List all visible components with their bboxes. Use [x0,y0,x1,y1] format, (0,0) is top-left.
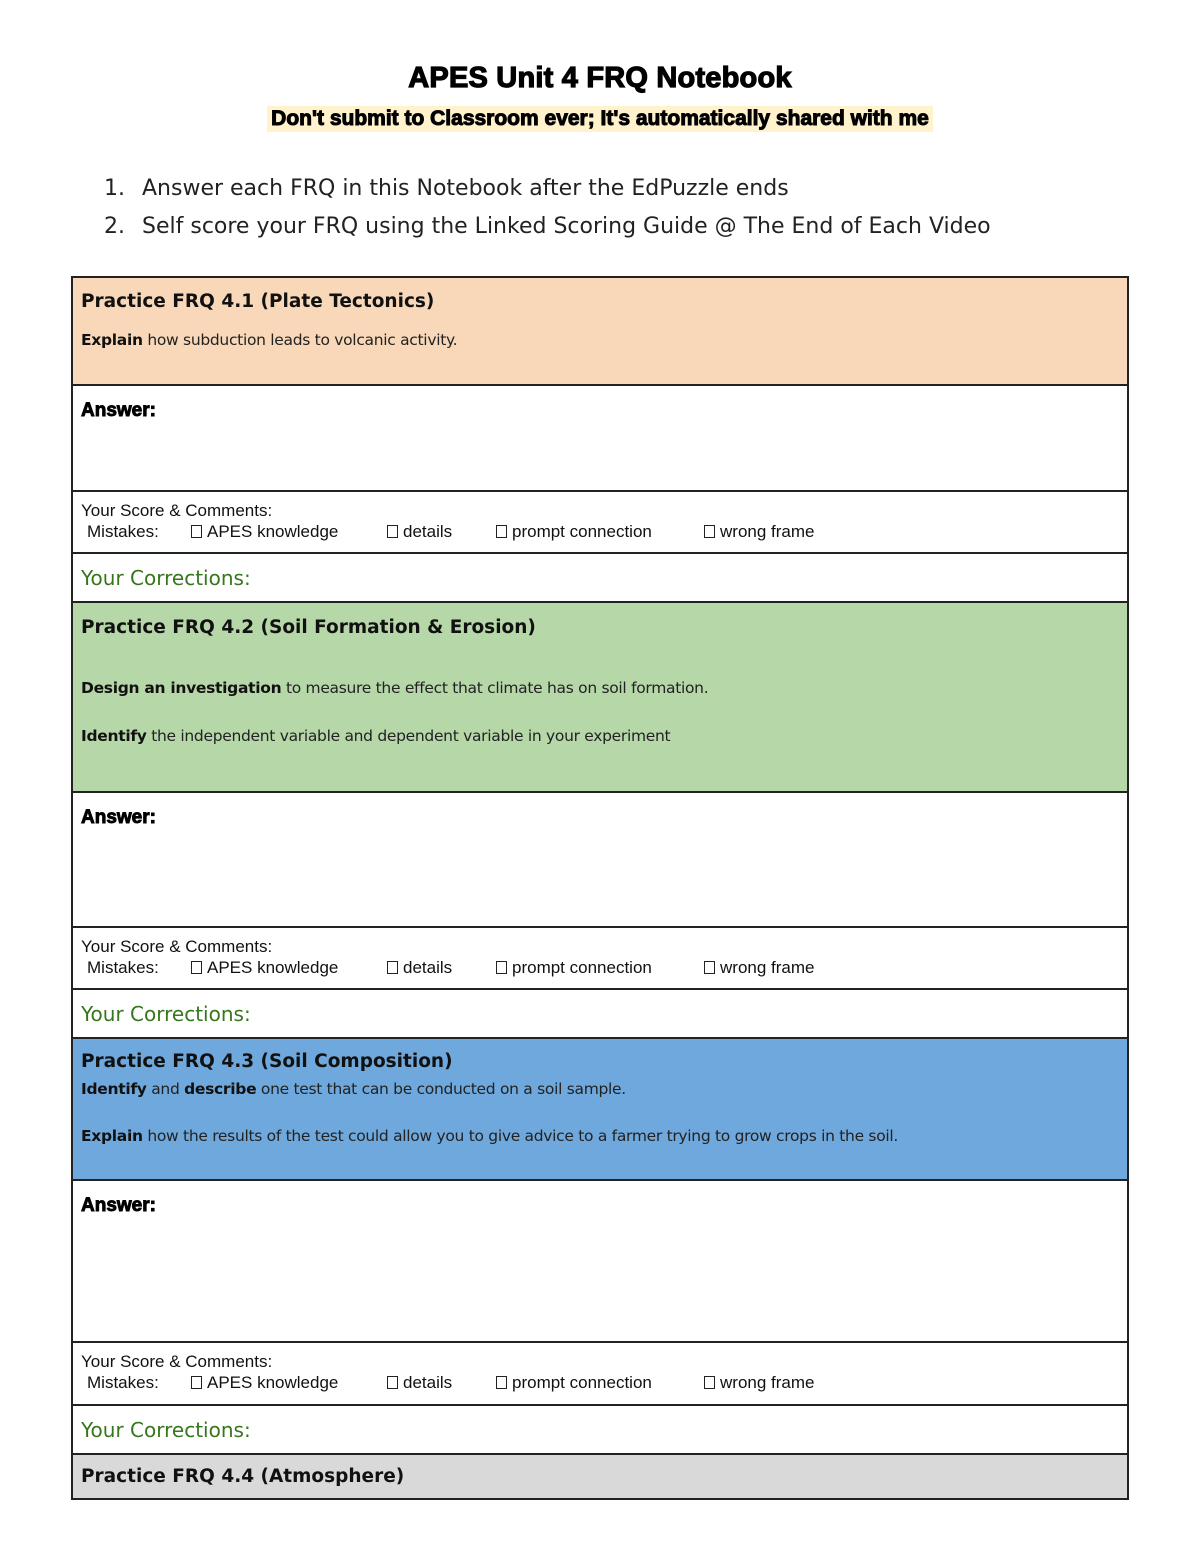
prompt-verb: describe [184,1080,257,1098]
frq-prompt-row [73,603,1127,793]
checkbox-icon[interactable] [387,1376,398,1389]
frq-table [71,276,1129,1500]
prompt-verb: Identify [81,1080,147,1098]
answer-label: Answer: [81,1195,156,1216]
frq-title: Practice FRQ 4.4 (Atmosphere) [81,1466,405,1487]
option-label: APES knowledge [207,522,339,541]
frq-prompt [81,1127,898,1145]
prompt-verb: Design an investigation [81,679,282,697]
option-label: APES knowledge [207,958,339,977]
frq-prompt [81,331,457,349]
score-label: Your Score & Comments: [81,501,273,520]
instruction-number: 1. [104,176,125,201]
option-label: details [403,958,453,977]
checkbox-icon[interactable] [496,1376,507,1389]
checkbox-icon[interactable] [387,525,398,538]
frq-prompt-row [73,1455,1127,1498]
mistake-option-prompt-connection[interactable] [496,1373,652,1393]
checkbox-icon[interactable] [496,961,507,974]
subtitle-wrapper [0,106,1200,132]
prompt-text: to measure the effect that climate has on soil formation. [281,679,709,697]
mistake-option-prompt-connection[interactable] [496,522,652,542]
option-label: prompt connection [512,522,652,541]
option-label: wrong frame [720,1373,815,1392]
answer-row[interactable] [73,793,1127,928]
checkbox-icon[interactable] [704,1376,715,1389]
corrections-row[interactable] [73,1406,1127,1455]
option-label: details [403,522,453,541]
option-label: APES knowledge [207,1373,339,1392]
mistake-option-apes-knowledge[interactable] [191,1373,338,1393]
mistake-option-prompt-connection[interactable] [496,958,652,978]
score-label: Your Score & Comments: [81,1352,273,1371]
prompt-text: one test that can be conducted on a soil sample. [256,1080,626,1098]
prompt-text: the independent variable and dependent variable in your experiment [146,727,671,745]
frq-prompt [81,727,670,745]
mistakes-label: Mistakes: [87,1373,159,1392]
option-label: prompt connection [512,958,652,977]
mistake-option-details[interactable] [387,522,452,542]
answer-label: Answer: [81,807,156,828]
page-title: APES Unit 4 FRQ Notebook [408,62,792,94]
score-row[interactable] [73,492,1127,554]
option-label: prompt connection [512,1373,652,1392]
instruction-text: Answer each FRQ in this Notebook after the EdPuzzle ends [142,176,789,201]
checkbox-icon[interactable] [191,961,202,974]
prompt-verb: Explain [81,331,143,349]
prompt-verb: Explain [81,1127,143,1145]
corrections-row[interactable] [73,990,1127,1039]
mistake-option-wrong-frame[interactable] [704,522,814,542]
answer-row[interactable] [73,386,1127,492]
checkbox-icon[interactable] [496,525,507,538]
frq-prompt [81,1080,626,1098]
mistake-option-wrong-frame[interactable] [704,958,814,978]
frq-title: Practice FRQ 4.2 (Soil Formation & Erosion) [81,617,536,638]
corrections-label: Your Corrections: [81,1418,251,1442]
instruction-item [104,172,991,210]
mistake-option-apes-knowledge[interactable] [191,522,338,542]
instruction-number: 2. [104,214,125,239]
option-label: wrong frame [720,522,815,541]
prompt-text: how the results of the test could allow you to give advice to a farmer trying to grow crops in the soil. [142,1127,899,1145]
frq-prompt-row [73,1039,1127,1181]
frq-prompt [81,679,708,697]
score-label: Your Score & Comments: [81,937,273,956]
mistake-option-details[interactable] [387,1373,452,1393]
score-row[interactable] [73,928,1127,990]
mistake-option-wrong-frame[interactable] [704,1373,814,1393]
checkbox-icon[interactable] [387,961,398,974]
option-label: details [403,1373,453,1392]
answer-row[interactable] [73,1181,1127,1343]
mistake-option-apes-knowledge[interactable] [191,958,338,978]
checkbox-icon[interactable] [704,961,715,974]
corrections-row[interactable] [73,554,1127,603]
corrections-label: Your Corrections: [81,566,251,590]
mistake-option-details[interactable] [387,958,452,978]
checkbox-icon[interactable] [704,525,715,538]
corrections-label: Your Corrections: [81,1002,251,1026]
instructions-list [104,172,991,248]
prompt-text: and [146,1080,185,1098]
instruction-text: Self score your FRQ using the Linked Scoring Guide @ The End of Each Video [142,214,991,239]
checkbox-icon[interactable] [191,525,202,538]
frq-prompt-row [73,278,1127,386]
score-row[interactable] [73,1343,1127,1406]
checkbox-icon[interactable] [191,1376,202,1389]
frq-title: Practice FRQ 4.1 (Plate Tectonics) [81,291,435,312]
prompt-text: how subduction leads to volcanic activity. [142,331,458,349]
prompt-verb: Identify [81,727,147,745]
page-subtitle: Don't submit to Classroom ever; It's automatically shared with me [267,106,933,132]
mistakes-label: Mistakes: [87,958,159,977]
answer-label: Answer: [81,400,156,421]
frq-title: Practice FRQ 4.3 (Soil Composition) [81,1051,453,1072]
mistakes-label: Mistakes: [87,522,159,541]
instruction-item [104,210,991,248]
option-label: wrong frame [720,958,815,977]
